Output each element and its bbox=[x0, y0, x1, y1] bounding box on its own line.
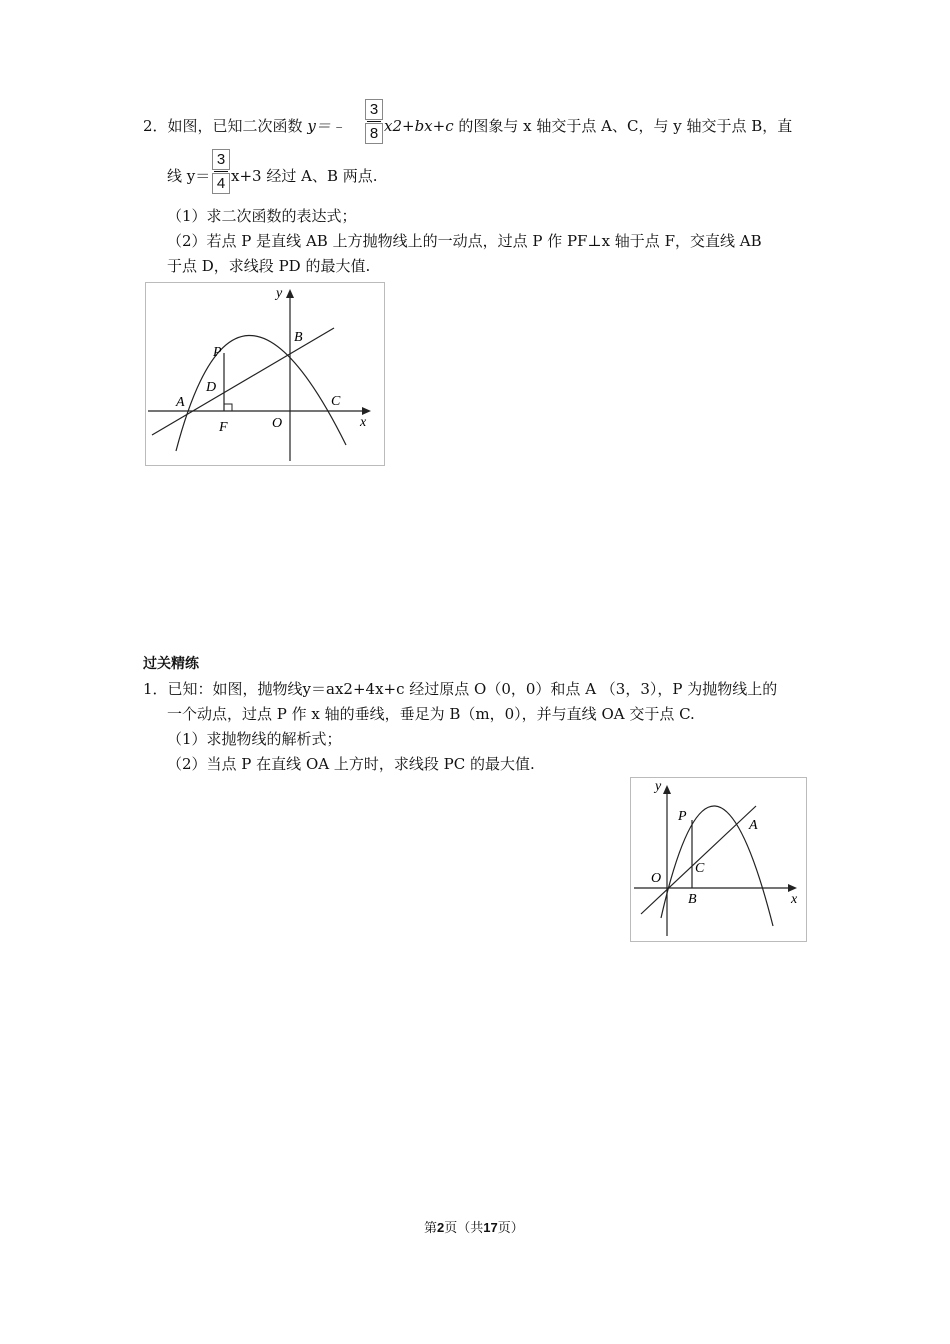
p1-line1 bbox=[143, 678, 777, 699]
label-a: A bbox=[749, 818, 758, 833]
p1-figure-svg bbox=[631, 778, 806, 941]
q2-line1-a: 如图，已知二次函数 bbox=[167, 117, 308, 135]
q2-line2-b: x+3 经过 A、B 两点. bbox=[231, 167, 378, 185]
q2-part2-a: （2）若点 P 是直线 AB 上方抛物线上的一动点，过点 P 作 PF⊥x 轴于点 F，交直线 AB bbox=[167, 232, 762, 250]
q2-fraction-2 bbox=[212, 149, 230, 194]
label-c: C bbox=[695, 861, 705, 876]
q2-figure-svg bbox=[146, 283, 384, 465]
q2-line1 bbox=[143, 115, 346, 136]
p1-part2: （2）当点 P 在直线 OA 上方时，求线段 PC 的最大值. bbox=[167, 755, 535, 773]
p1-line1-text: 已知：如图，抛物线y＝ax2+4x+c 经过原点 O（0，0）和点 A （3，3），P 为抛物线上的 bbox=[167, 680, 778, 698]
fraction-denominator: 8 bbox=[365, 123, 383, 144]
q2-number: 2． bbox=[143, 117, 168, 135]
line-oa bbox=[641, 806, 756, 914]
p1-figure bbox=[630, 777, 807, 942]
p1-number: 1． bbox=[143, 680, 168, 698]
q2-figure bbox=[145, 282, 385, 466]
q2-part1: （1）求二次函数的表达式； bbox=[167, 207, 357, 225]
y-axis-arrow bbox=[286, 289, 294, 298]
x-axis-arrow bbox=[362, 407, 371, 415]
label-d: D bbox=[206, 380, 217, 395]
fraction-bar bbox=[367, 121, 381, 122]
label-c: C bbox=[331, 394, 341, 409]
q2-fraction-1 bbox=[365, 99, 383, 144]
fraction-bar bbox=[214, 171, 228, 172]
q2-part2-b: 于点 D，求线段 PD 的最大值. bbox=[167, 257, 371, 275]
label-x: x bbox=[791, 892, 798, 907]
right-angle-marker bbox=[224, 404, 232, 411]
label-o: O bbox=[651, 871, 662, 886]
label-f: F bbox=[219, 420, 228, 435]
line-ab bbox=[152, 328, 334, 435]
label-b: B bbox=[688, 892, 697, 907]
footer-suffix: 页） bbox=[497, 1220, 524, 1235]
label-y: y bbox=[655, 779, 662, 794]
q2-line1-b: x2+bx+c bbox=[384, 117, 454, 135]
label-p: P bbox=[213, 345, 222, 360]
label-o: O bbox=[272, 416, 283, 431]
q2-line1-c: 的图象与 x 轴交于点 A、C，与 y 轴交于点 B，直 bbox=[453, 117, 793, 135]
y-axis-arrow bbox=[663, 785, 671, 794]
footer-total-pages: 17 bbox=[483, 1220, 498, 1235]
q2-y-eq: y＝﹣ bbox=[307, 117, 346, 135]
parabola bbox=[176, 335, 346, 451]
fraction-denominator: 4 bbox=[212, 173, 230, 194]
footer-mid: 页（共 bbox=[444, 1220, 484, 1235]
section-title: 过关精练 bbox=[143, 655, 199, 671]
q2-line2-right bbox=[231, 165, 378, 186]
label-p: P bbox=[678, 809, 687, 824]
q2-line1-right bbox=[384, 115, 792, 136]
footer-page-number: 2 bbox=[437, 1220, 445, 1235]
q2-line2-a: 线 y＝ bbox=[167, 167, 211, 185]
fraction-numerator: 3 bbox=[212, 149, 230, 170]
label-a: A bbox=[176, 395, 185, 410]
footer-prefix: 第 bbox=[424, 1220, 438, 1235]
label-x: x bbox=[360, 415, 367, 430]
page-footer bbox=[424, 1217, 524, 1236]
label-y: y bbox=[276, 286, 283, 301]
p1-part1: （1）求抛物线的解析式； bbox=[167, 730, 342, 748]
fraction-numerator: 3 bbox=[365, 99, 383, 120]
x-axis-arrow bbox=[788, 884, 797, 892]
p1-line2: 一个动点，过点 P 作 x 轴的垂线，垂足为 B（m，0），并与直线 OA 交于点 C. bbox=[167, 705, 695, 723]
label-b: B bbox=[294, 330, 303, 345]
q2-line2 bbox=[167, 165, 210, 186]
